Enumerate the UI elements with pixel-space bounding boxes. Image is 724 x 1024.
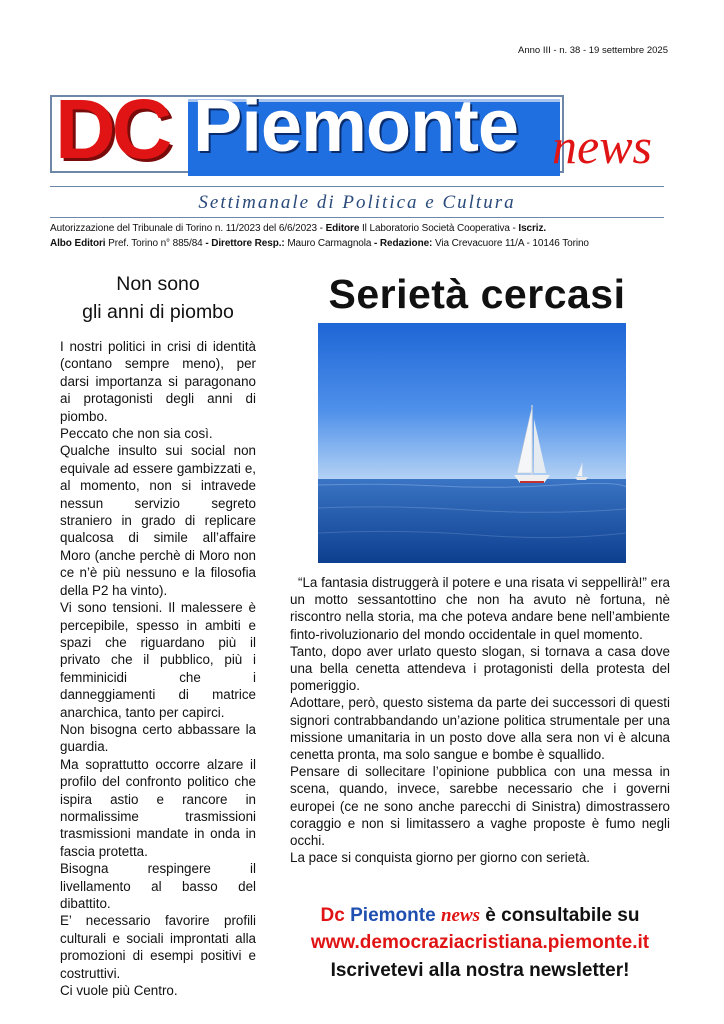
logo-piemonte: Piemonte <box>193 84 519 167</box>
left-title-line1: Non sono <box>116 273 200 295</box>
authorization-text: Autorizzazione del Tribunale di Torino n. 11/2023 del 6/6/2023 - <box>50 223 323 234</box>
left-paragraph: Qualche insulto sui social non equivale ad essere gambizzati e, al momento, non si intravede nessun servizio segreto straniero in grado di replicare qualcosa di simile all’affaire Moro (anche perchè di Moro non ce n’è più nessuno e la filosofia della P2 ha vinto). <box>60 443 256 598</box>
left-article-title <box>60 270 256 326</box>
iscriz-label: Iscriz. <box>518 223 547 234</box>
logo-news: news <box>552 118 652 174</box>
publication-credits <box>50 222 664 251</box>
promo-rest: è consultabile su <box>485 905 640 926</box>
sailboat-photo <box>318 323 626 563</box>
left-paragraph: Peccato che non sia così. <box>60 426 213 442</box>
left-article <box>60 270 256 999</box>
left-paragraph: Ma soprattutto occorre alzare il profilo del confronto politico che ispira astio e rancore in normalissime trasmissioni trasmissioni mandate in onda in fascia protetta. <box>60 756 256 859</box>
main-article-body <box>290 574 670 866</box>
main-article-title: Serietà cercasi <box>328 271 626 317</box>
promo-box <box>270 903 690 985</box>
left-title-line2: gli anni di piombo <box>82 301 234 323</box>
editore-label: Editore <box>325 223 360 234</box>
masthead-logo <box>50 82 670 183</box>
masthead-subtitle: Settimanale di Politica e Cultura <box>198 192 516 213</box>
albo-value: Pref. Torino n° 885/84 <box>108 237 203 249</box>
promo-newsletter: Iscrivetevi alla nostra newsletter! <box>330 960 630 981</box>
left-paragraph: Ci vuole più Centro. <box>60 983 178 999</box>
main-paragraph: Adottare, però, questo sistema da parte dei successori di questi signori contrabbandando un’azione politica strumentale per una missione umanitaria in un posto dove alla sera non vi è alcuna cenetta pronta, ma solo sangue e bombe è squallido. <box>290 695 670 763</box>
left-article-body <box>60 338 256 999</box>
albo-label: Albo Editori <box>50 237 106 249</box>
logo-dc: DC <box>55 82 169 176</box>
left-paragraph: I nostri politici in crisi di identità (contano sempre meno), per darsi importanza si paragonano ai protagonisti degli anni di piombo. <box>60 339 256 424</box>
left-paragraph: Vi sono tensioni. Il malessere è percepibile, spesso in ambiti e spazi che riguardano più il privato che il pubblico, più i femminicidi che i danneggiamenti di matrice anarchica, tanto per capirci. <box>60 600 256 720</box>
header-rule-top <box>50 186 664 187</box>
promo-dc: Dc <box>320 905 345 926</box>
redazione-label: - Redazione: <box>374 237 433 249</box>
promo-piemonte: Piemonte <box>350 905 436 926</box>
left-paragraph: Non bisogna certo abbassare la guardia. <box>60 721 256 755</box>
direttore-value: Mauro Carmagnola <box>287 237 372 249</box>
promo-line1 <box>270 903 690 929</box>
main-paragraph: La pace si conquista giorno per giorno con serietà. <box>290 850 590 866</box>
issue-info: Anno III - n. 38 - 19 settembre 2025 <box>518 45 668 56</box>
main-paragraph: Tanto, dopo aver urlato questo slogan, si tornava a casa dove una bella cenetta attendeva i protagonisti della protesta del pomeriggio. <box>290 643 670 694</box>
promo-url-link[interactable]: www.democraziacristiana.piemonte.it <box>310 932 650 953</box>
header-rule-bottom <box>50 217 664 218</box>
main-paragraph: Pensare di sollecitare l’opinione pubblica con una messa in scena, quando, invece, sarebbe necessario che i governi europei (ce ne sono anche parecchi di Sinistra) dimostrassero coraggio e non si limitassero a vaghe proposte è fumo negli occhi. <box>290 764 670 849</box>
direttore-label: - Direttore Resp.: <box>205 237 285 249</box>
promo-news: news <box>440 905 481 926</box>
main-paragraph: “La fantasia distruggerà il potere e una risata vi seppellirà!” era un motto sessantottino che non ha avuto nè fortuna, nè riscontro nella storia, ma che poteva andare bene nell’ambiente finto-rivoluzionario del mondo occidentale in quel momento. <box>290 575 670 642</box>
redazione-value: Via Crevacuore 11/A - 10146 Torino <box>434 237 589 249</box>
editore-value: Il Laboratorio Società Cooperativa - <box>362 223 516 234</box>
left-paragraph: Bisogna respingere il livellamento al basso del dibattito. <box>60 861 256 911</box>
left-paragraph: E’ necessario favorire profili culturali e sociali improntati alla promozioni di esempi positivi e costruttivi. <box>60 913 256 981</box>
